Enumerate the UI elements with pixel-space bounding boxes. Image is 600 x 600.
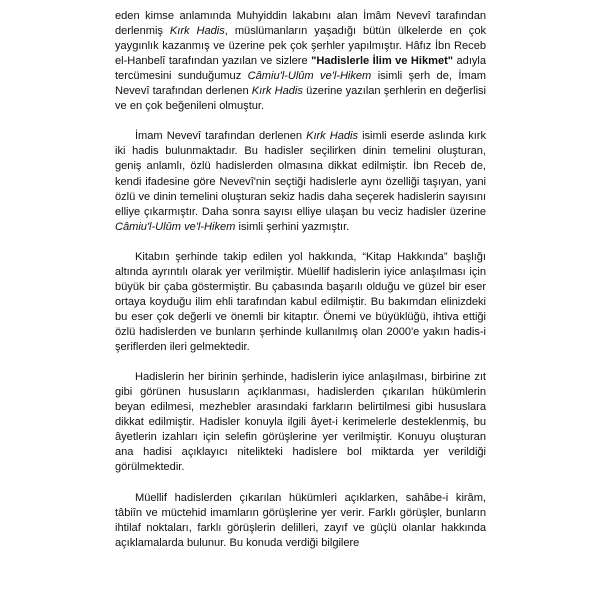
body-text: isimli eserde aslında kırk iki hadis bulunmaktadır. Bu hadisler seçilirken dinin temelini oluşturan, geniş anlamlı, özlü hadislerden olmasına dikkat edilmiştir. İbn Receb de, kendi ifadesine göre Nevevî'nin seçtiği hadislerle aynı özelliği taşıyan, yani özlü ve dinin temelini oluşturan sekiz hadis daha seçerek hadislerin sayısını elliye çıkarmıştır. Daha sonra sayısı elliye ulaşan bu veciz hadisler üzerine — [115, 130, 486, 218]
body-text: eden kimse anlamında Muhyiddin lakabını alan İmâm Nevevî tarafından derlenmiş — [115, 10, 486, 38]
body-text: , müslümanların yaşadığı bütün ülkelerde en çok yaygınlık kazanmış ve üzerine pek çok şerhler yapılmıştır. Hâfız İbn Receb el-Hanbelî tarafından yazılan ve sizlere — [115, 25, 486, 68]
italic-title-text: Kırk Hadis — [306, 130, 359, 143]
paragraph — [115, 250, 486, 355]
body-text: Müellif hadislerden çıkarılan hükümleri açıklarken, sahâbe-i kirâm, tâbiîn ve müctehid imamların görüşlerine yer verir. Farklı görüşler, bunların ihtilaf noktaları, farklı görüşlerin delilleri, zayıf ve güçlü olanlar hakkında açıklamalarda bulunur. Bu konuda verdiği bilgilere — [115, 491, 486, 549]
paragraph — [115, 129, 486, 234]
text-column — [115, 9, 486, 551]
italic-title-text: Câmiu'l-Ulûm ve'l-Hikem — [247, 70, 372, 83]
paragraph — [115, 491, 486, 551]
body-text: isimli şerh de, İmam Nevevî tarafından derlenen — [115, 70, 486, 98]
body-text: üzerine yazılan şerhlerin en değerlisi ve en çok beğenileni olmuştur. — [115, 85, 486, 113]
italic-title-text: Kırk Hadis — [251, 85, 303, 98]
paragraph — [115, 9, 486, 114]
italic-title-text: Kırk Hadis — [169, 25, 225, 38]
italic-title-text: Câmiu'l-Ulûm ve'l-Hikem — [115, 220, 236, 233]
body-text: Kitabın şerhinde takip edilen yol hakkında, “Kitap Hakkında” başlığı altında ayrıntılı olarak yer verilmiştir. Müellif hadislerin iyice anlaşılması için büyük bir çaba göstermiştir. Bu çabasında başarılı olduğu ve güzel bir eser ortaya koyduğu ilim ehli tarafından kabul edilmiştir. Bu bakımdan elinizdeki bu eser çok değerli ve önemli bir kitaptır. Önemi ve büyüklüğü, ihtiva ettiği özlü hadislerden ve bunların şerhinde kullanılmış olan 2000'e yakın hadis-i şeriflerden ileri gelmektedir. — [115, 250, 486, 354]
body-text: isimli şerhini yazmıştır. — [235, 220, 350, 233]
body-text: İmam Nevevî tarafından derlenen — [135, 130, 307, 143]
body-text: Hadislerin her birinin şerhinde, hadislerin iyice anlaşılması, birbirine zıt gibi görünen hususların açıklanması, hadislerden çıkarılan hükümlerin beyan edilmesi, mezhebler arasındaki farkların belirtilmesi gibi hususlara dikkat edilmiştir. Hadisler konuyla ilgili âyet-i kerimelerle desteklenmiş, bu âyetlerin izahları için selefin görüşlerine yer verilmiştir. Konuyu oluşturan ana hadisi açıklayıcı nitelikteki hadislere bol miktarda yer verildiği görülmektedir. — [115, 371, 486, 474]
body-text: adıyla tercümesini sunduğumuz — [115, 55, 487, 83]
bold-title-text: "Hadislerle İlim ve Hikmet" — [311, 55, 454, 68]
paragraph — [115, 370, 486, 475]
